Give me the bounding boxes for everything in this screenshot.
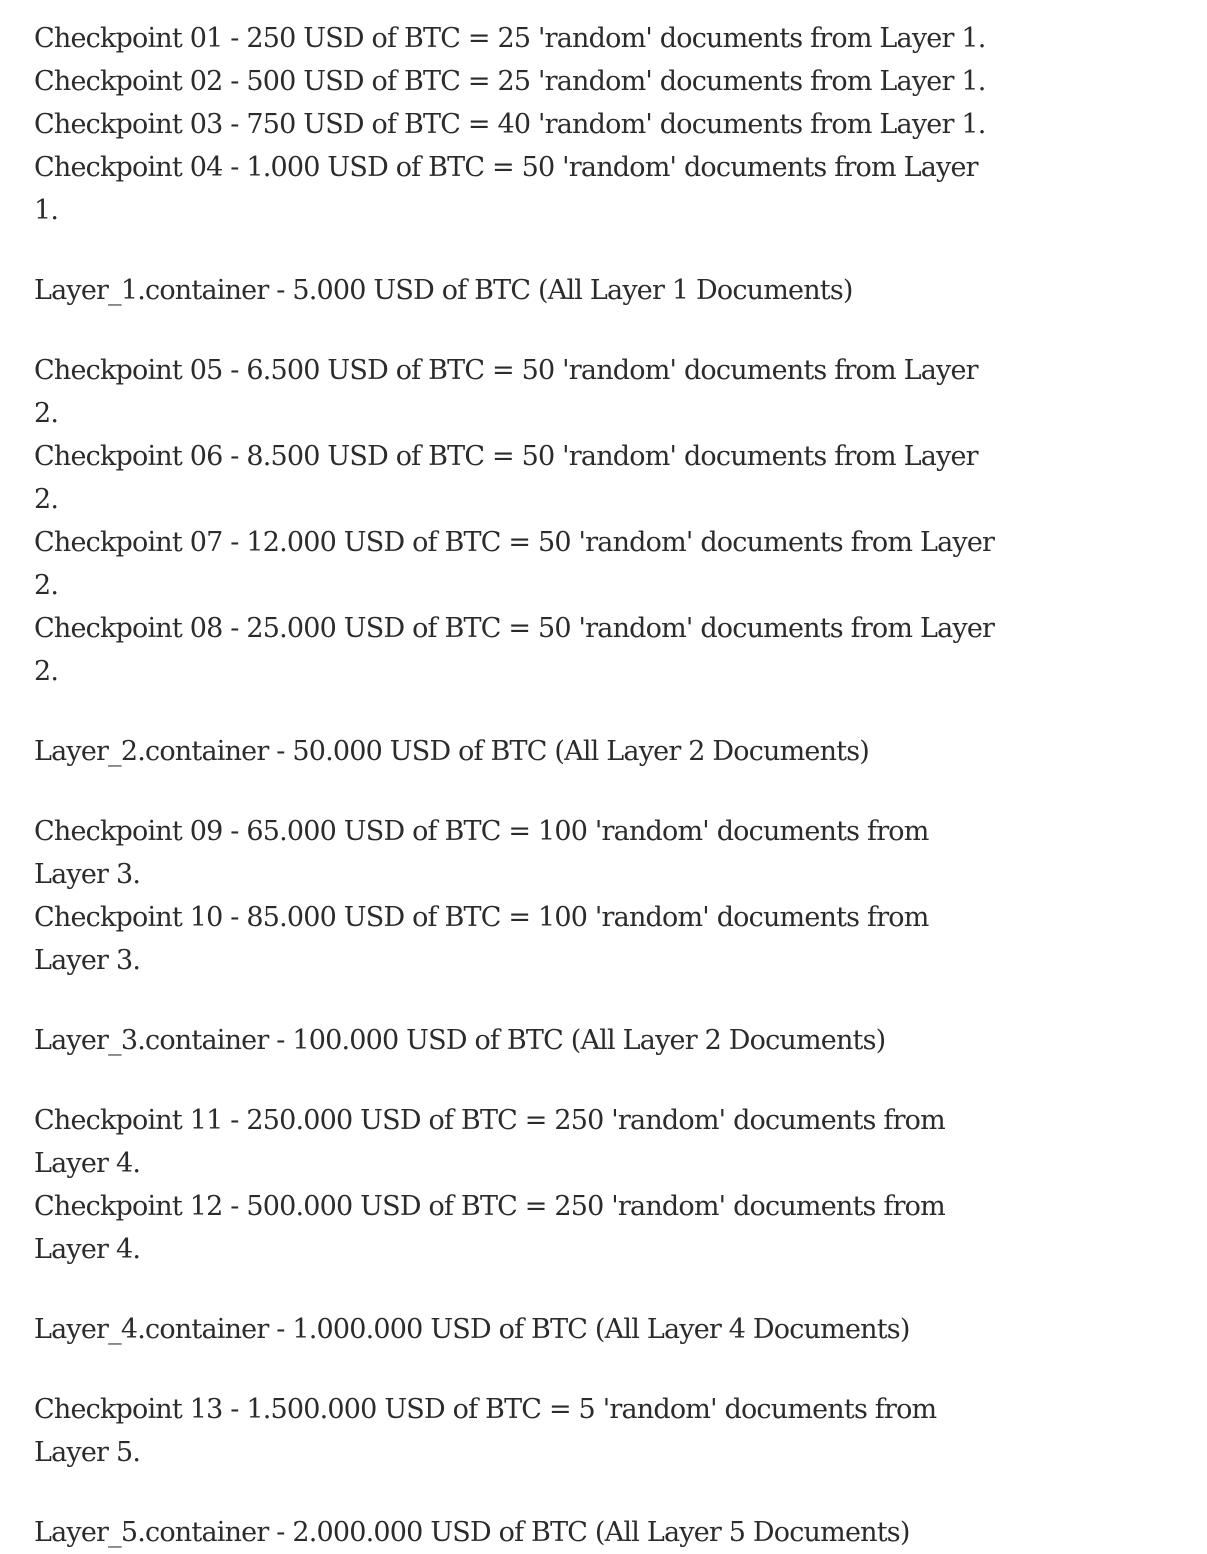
paragraph-gap — [34, 232, 1009, 269]
paragraph-gap — [34, 312, 1009, 349]
checkpoint-list-layer-3 — [34, 810, 1009, 982]
checkpoint-08-line: Checkpoint 08 - 25.000 USD of BTC = 50 'random' documents from Layer 2. — [34, 613, 995, 687]
checkpoint-07-line: Checkpoint 07 - 12.000 USD of BTC = 50 'random' documents from Layer 2. — [34, 527, 995, 601]
layer-1-container-line: Layer_1.container - 5.000 USD of BTC (All Layer 1 Documents) — [34, 275, 853, 306]
checkpoint-01-line: Checkpoint 01 - 250 USD of BTC = 25 'random' documents from Layer 1. — [34, 23, 986, 54]
layer-4-container-line: Layer_4.container - 1.000.000 USD of BTC (All Layer 4 Documents) — [34, 1314, 910, 1345]
checkpoint-13-line: Checkpoint 13 - 1.500.000 USD of BTC = 5 'random' documents from Layer 5. — [34, 1394, 937, 1468]
checkpoint-list-layer-1 — [34, 17, 1009, 232]
layer-5-container-line: Layer_5.container - 2.000.000 USD of BTC (All Layer 5 Documents) — [34, 1517, 910, 1548]
layer-2-container-line: Layer_2.container - 50.000 USD of BTC (All Layer 2 Documents) — [34, 736, 870, 767]
paragraph-gap — [34, 1351, 1009, 1388]
checkpoint-10-line: Checkpoint 10 - 85.000 USD of BTC = 100 'random' documents from Layer 3. — [34, 902, 929, 976]
paragraph-gap — [34, 1271, 1009, 1308]
checkpoint-05-line: Checkpoint 05 - 6.500 USD of BTC = 50 'random' documents from Layer 2. — [34, 355, 978, 429]
paragraph-gap — [34, 693, 1009, 730]
checkpoint-11-line: Checkpoint 11 - 250.000 USD of BTC = 250 'random' documents from Layer 4. — [34, 1105, 945, 1179]
document-body — [34, 17, 1009, 1554]
paragraph-gap — [34, 1474, 1009, 1511]
checkpoint-03-line: Checkpoint 03 - 750 USD of BTC = 40 'random' documents from Layer 1. — [34, 109, 986, 140]
checkpoint-06-line: Checkpoint 06 - 8.500 USD of BTC = 50 'random' documents from Layer 2. — [34, 441, 978, 515]
checkpoint-list-layer-2 — [34, 349, 1009, 693]
paragraph-gap — [34, 982, 1009, 1019]
checkpoint-list-layer-4 — [34, 1099, 1009, 1271]
paragraph-gap — [34, 773, 1009, 810]
checkpoint-12-line: Checkpoint 12 - 500.000 USD of BTC = 250 'random' documents from Layer 4. — [34, 1191, 945, 1265]
checkpoint-list-layer-5 — [34, 1388, 1009, 1474]
paragraph-gap — [34, 1062, 1009, 1099]
checkpoint-04-line: Checkpoint 04 - 1.000 USD of BTC = 50 'random' documents from Layer 1. — [34, 152, 978, 226]
layer-3-container-line: Layer_3.container - 100.000 USD of BTC (All Layer 2 Documents) — [34, 1025, 886, 1056]
checkpoint-02-line: Checkpoint 02 - 500 USD of BTC = 25 'random' documents from Layer 1. — [34, 66, 986, 97]
checkpoint-09-line: Checkpoint 09 - 65.000 USD of BTC = 100 'random' documents from Layer 3. — [34, 816, 929, 890]
